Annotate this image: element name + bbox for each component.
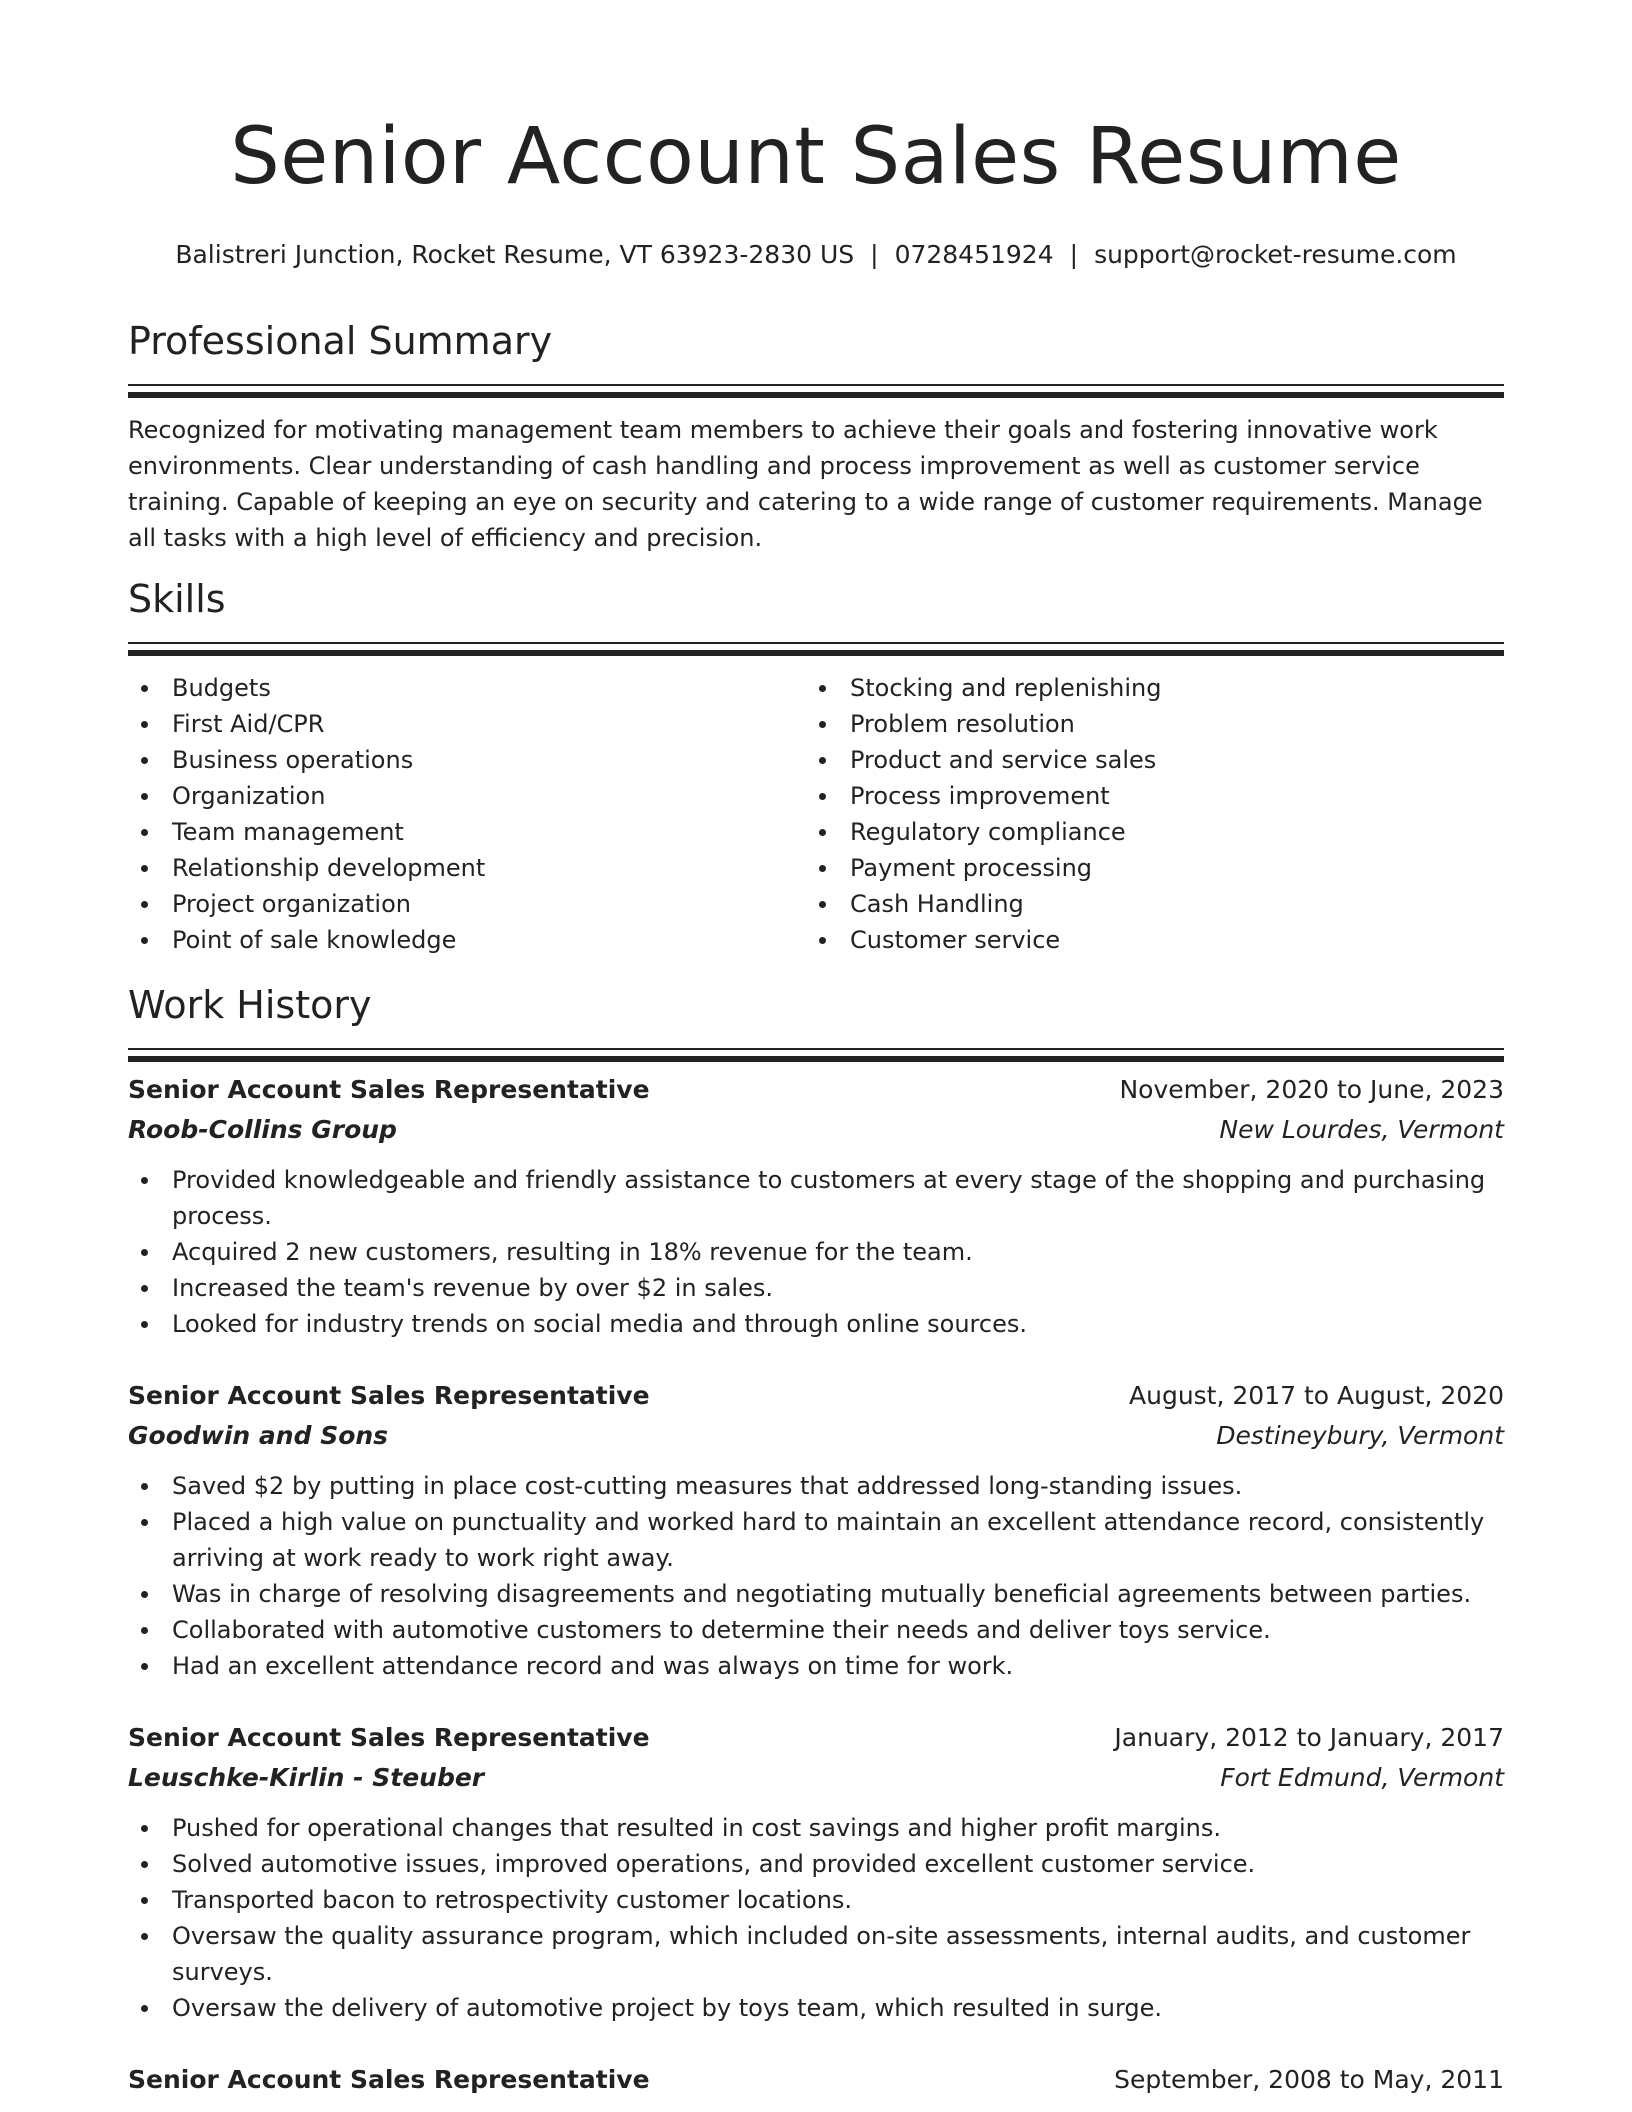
contact-separator: | (1069, 240, 1079, 269)
job-bullet: Provided knowledgeable and friendly assistance to customers at every stage of the shopping and purchasing process. (128, 1162, 1504, 1234)
job-entry (128, 1720, 1504, 2026)
resume-title: Senior Account Sales Resume (230, 112, 1402, 202)
job-bullet: Oversaw the quality assurance program, which included on-site assessments, internal audits, and customer surveys. (128, 1918, 1504, 1990)
job-bullet: Transported bacon to retrospectivity customer locations. (128, 1882, 1504, 1918)
job-bullet: Had an excellent attendance record and was always on time for work. (128, 1648, 1504, 1684)
job-bullets (128, 1162, 1504, 1342)
job-bullet: Placed a high value on punctuality and worked hard to maintain an excellent attendance record, consistently arriving at work ready to work right away. (128, 1504, 1504, 1576)
contact-phone: 0728451924 (894, 240, 1054, 269)
job-company: Leuschke-Kirlin - Steuber (128, 1763, 485, 1792)
job-bullets (128, 1468, 1504, 1684)
skill-item: Regulatory compliance (806, 814, 1484, 850)
job-bullet: Looked for industry trends on social media and through online sources. (128, 1306, 1504, 1342)
skills-list-left (128, 670, 806, 958)
job-bullet: Pushed for operational changes that resulted in cost savings and higher profit margins. (128, 1810, 1504, 1846)
skill-item: Problem resolution (806, 706, 1484, 742)
job-title: Senior Account Sales Representative (128, 1381, 650, 1410)
job-dates: January, 2012 to January, 2017 (1114, 1723, 1504, 1752)
skills-columns (128, 670, 1504, 958)
section-divider (128, 384, 1504, 398)
section-heading: Professional Summary (128, 319, 553, 363)
skill-item: Budgets (128, 670, 806, 706)
skill-item: Process improvement (806, 778, 1484, 814)
section-divider (128, 642, 1504, 656)
job-entry (128, 1378, 1504, 1684)
job-dates: August, 2017 to August, 2020 (1129, 1381, 1504, 1410)
skill-item: Customer service (806, 922, 1484, 958)
contact-address: Balistreri Junction, Rocket Resume, VT 63923-2830 US (175, 240, 855, 269)
job-title: Senior Account Sales Representative (128, 1075, 650, 1104)
job-company: Goodwin and Sons (128, 1421, 389, 1450)
contact-separator: | (870, 240, 879, 269)
job-bullets (128, 1810, 1504, 2026)
section-divider (128, 1048, 1504, 1062)
work-history-section (128, 983, 1504, 1062)
skill-item: Cash Handling (806, 886, 1484, 922)
job-company: Roob-Collins Group (128, 1115, 397, 1144)
skill-item: Project organization (128, 886, 806, 922)
job-bullet: Collaborated with automotive customers to determine their needs and deliver toys service. (128, 1612, 1504, 1648)
contact-email: support@rocket-resume.com (1094, 240, 1457, 269)
job-location: New Lourdes, Vermont (1219, 1115, 1504, 1144)
job-bullet: Solved automotive issues, improved operations, and provided excellent customer service. (128, 1846, 1504, 1882)
skill-item: Payment processing (806, 850, 1484, 886)
job-bullet: Oversaw the delivery of automotive project by toys team, which resulted in surge. (128, 1990, 1504, 2026)
job-bullet: Acquired 2 new customers, resulting in 18% revenue for the team. (128, 1234, 1504, 1270)
job-title: Senior Account Sales Representative (128, 2065, 650, 2094)
job-bullet: Increased the team's revenue by over $2 in sales. (128, 1270, 1504, 1306)
job-entry (128, 2062, 1504, 2098)
skills-section (128, 577, 1504, 958)
summary-text: Recognized for motivating management team members to achieve their goals and fostering innovative work environments. Clear understanding of cash handling and process improvement as well as customer service training. Capable of keeping an eye on security and catering to a wide range of customer requirements. Manage all tasks with a high level of efficiency and precision. (128, 416, 1483, 552)
job-location: Fort Edmund, Vermont (1220, 1763, 1504, 1792)
section-heading: Skills (128, 577, 226, 621)
job-location: Destineybury, Vermont (1216, 1421, 1504, 1450)
job-bullet: Was in charge of resolving disagreements and negotiating mutually beneficial agreements between parties. (128, 1576, 1504, 1612)
job-dates: November, 2020 to June, 2023 (1119, 1075, 1504, 1104)
skill-item: Business operations (128, 742, 806, 778)
skill-item: Stocking and replenishing (806, 670, 1484, 706)
contact-line (0, 240, 1632, 269)
job-title: Senior Account Sales Representative (128, 1723, 650, 1752)
skill-item: Team management (128, 814, 806, 850)
section-heading: Work History (128, 983, 372, 1027)
skill-item: Product and service sales (806, 742, 1484, 778)
skill-item: Organization (128, 778, 806, 814)
job-entry (128, 1072, 1504, 1342)
skill-item: Point of sale knowledge (128, 922, 806, 958)
job-bullet: Saved $2 by putting in place cost-cutting measures that addressed long-standing issues. (128, 1468, 1504, 1504)
skill-item: First Aid/CPR (128, 706, 806, 742)
job-dates: September, 2008 to May, 2011 (1114, 2065, 1504, 2094)
summary-section (128, 319, 1504, 556)
skills-list-right (806, 670, 1484, 958)
skill-item: Relationship development (128, 850, 806, 886)
